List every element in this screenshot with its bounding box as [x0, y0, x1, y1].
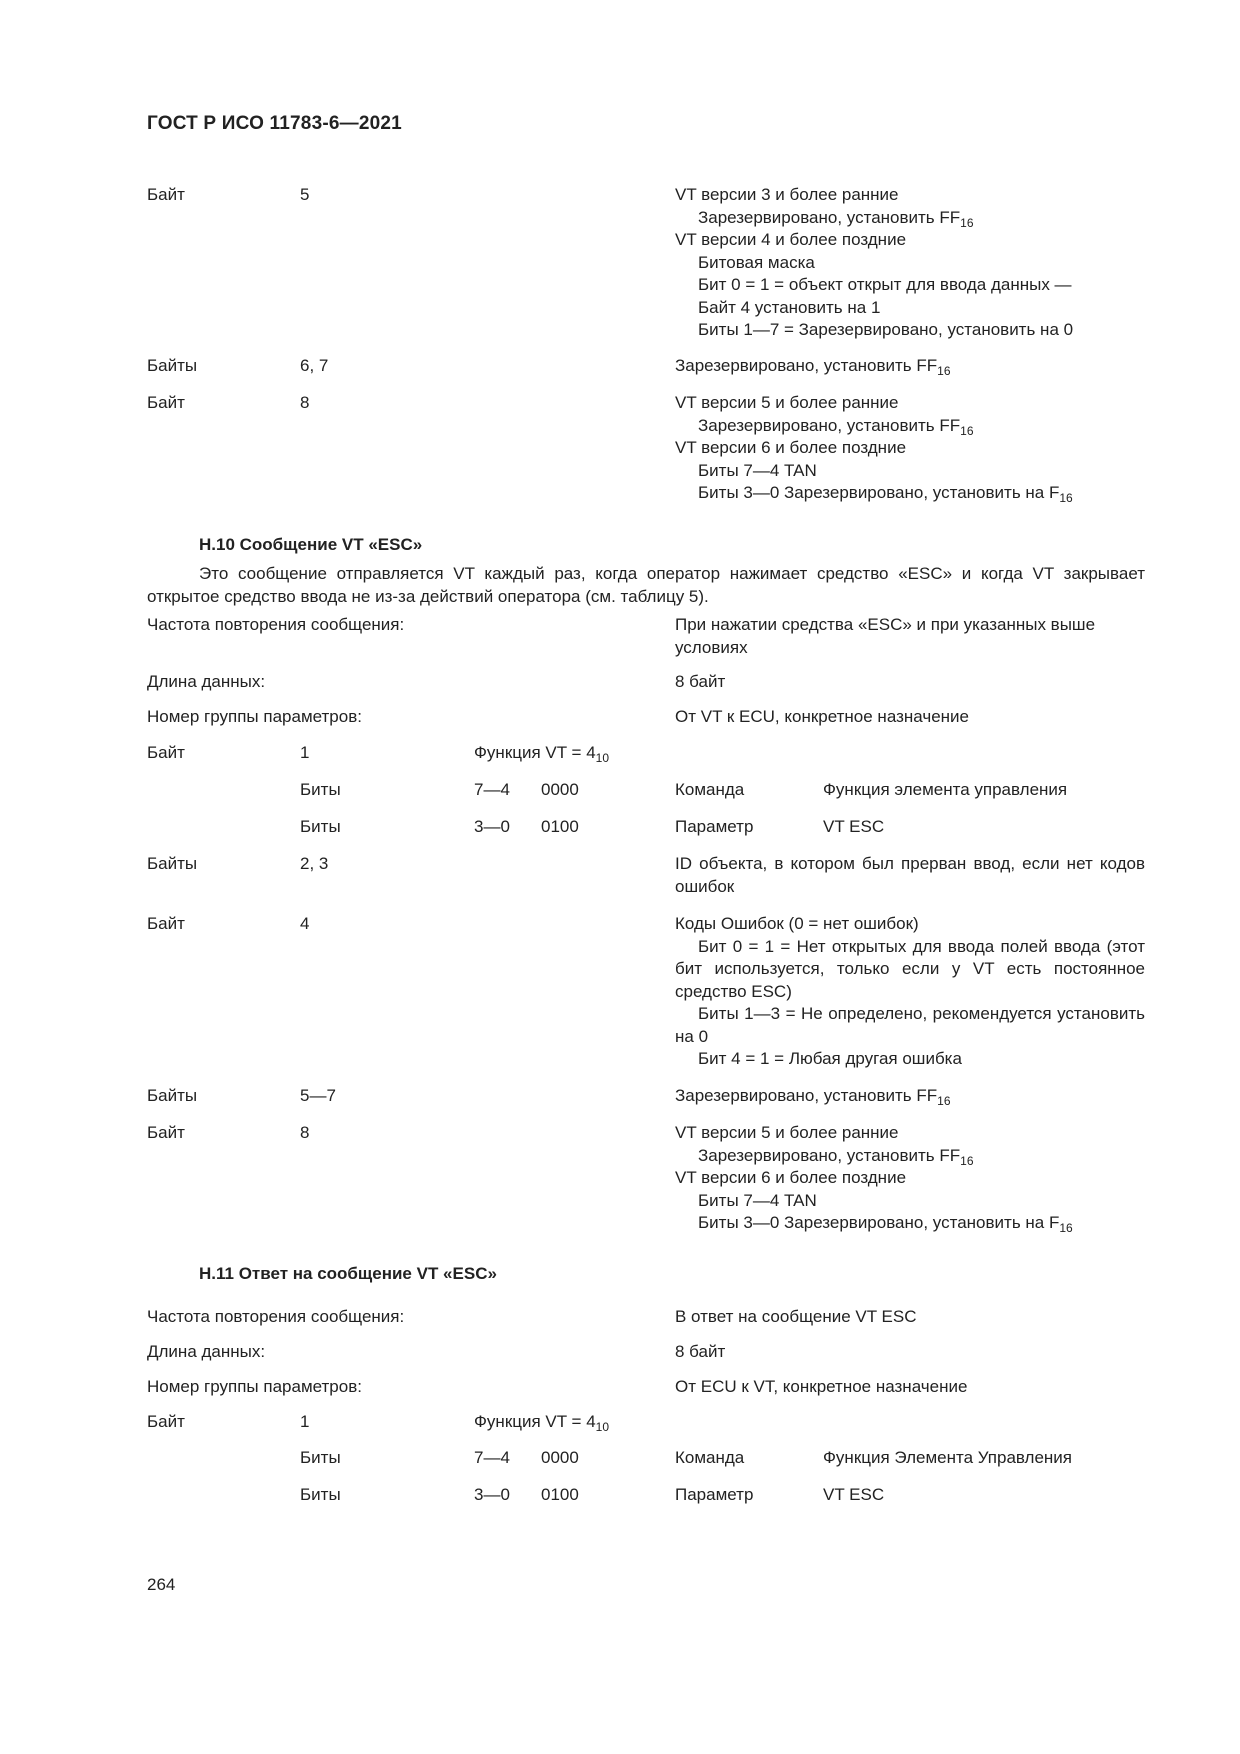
row-description: [675, 392, 1145, 505]
desc-line: Бит 0 = 1 = объект открыт для ввода данных —: [698, 275, 1072, 294]
row-description: [675, 1122, 1145, 1235]
bits-desc: VT ESC: [823, 817, 885, 836]
page-number: 264: [147, 1575, 176, 1594]
desc-line: Байт 4 установить на 1: [698, 297, 881, 317]
desc-line: Биты 7—4 TAN: [698, 1190, 817, 1210]
desc-line: Битовая маска: [698, 252, 815, 272]
row-label: Байт: [147, 185, 185, 204]
row-label: Байт: [147, 914, 185, 933]
field-label: Частота повторения сообщения:: [147, 615, 405, 634]
bits-desc: Функция элемента управления: [823, 780, 1068, 799]
field-label: Номер группы параметров:: [147, 1377, 362, 1396]
bits-name: Параметр: [675, 817, 754, 836]
field-label: Длина данных:: [147, 672, 266, 691]
row-label: Байты: [147, 1086, 198, 1105]
row-number: 8: [300, 1123, 310, 1142]
desc-line: Биты 3—0 Зарезервировано, установить на $F_{16}$: [698, 1213, 1073, 1235]
row-description: Зарезервировано, установить $FF_{16}$: [675, 1086, 951, 1108]
bits-range: 3—0: [474, 1485, 510, 1504]
bits-range: 3—0: [474, 817, 510, 836]
desc-line: VT версии 5 и более ранние: [675, 393, 899, 412]
desc-line: VT версии 6 и более поздние: [675, 438, 907, 457]
desc-line: Зарезервировано, установить $FF_{16}$: [698, 207, 974, 230]
bits-value: 0000: [541, 1448, 579, 1467]
desc-line: Зарезервировано, установить $FF_{16}$: [698, 415, 974, 438]
desc-line: Биты 3—0 Зарезервировано, установить на $F_{16}$: [698, 483, 1073, 505]
field-value: 8 байт: [675, 672, 726, 691]
row-label: Байт: [147, 1123, 185, 1142]
row-number: 5—7: [300, 1086, 336, 1105]
row-number: 6, 7: [300, 356, 329, 375]
bits-value: 0100: [541, 817, 579, 836]
field-value: При нажатии средства «ESC» и при указанных выше условиях: [675, 615, 1096, 657]
row-label: Байт: [147, 393, 185, 412]
row-number: 1: [300, 743, 310, 762]
desc-line: Биты 1—3 = Не определено, рекомендуется установить на 0: [675, 1004, 1145, 1046]
row-label: Байты: [147, 854, 198, 873]
field-label: Номер группы параметров:: [147, 707, 362, 726]
bits-desc: VT ESC: [823, 1485, 885, 1504]
row-number: 1: [300, 1412, 310, 1431]
bits-value: 0000: [541, 780, 579, 799]
desc-line: VT версии 4 и более поздние: [675, 230, 907, 249]
row-number: 5: [300, 185, 310, 204]
field-label: Частота повторения сообщения:: [147, 1307, 405, 1326]
bits-name: Команда: [675, 780, 745, 799]
bits-label: Биты: [300, 817, 341, 836]
desc-line: Бит 4 = 1 = Любая другая ошибка: [698, 1049, 962, 1068]
row-description: [675, 184, 1145, 342]
row-description: [675, 913, 1145, 1071]
desc-line: Биты 1—7 = Зарезервировано, установить на 0: [698, 320, 1074, 339]
field-value: 8 байт: [675, 1342, 726, 1361]
bits-label: Биты: [300, 1485, 341, 1504]
bits-value: 0100: [541, 1485, 579, 1504]
row-label: Байты: [147, 356, 198, 375]
bits-name: Параметр: [675, 1485, 754, 1504]
row-number: 2, 3: [300, 854, 329, 873]
row-number: 4: [300, 914, 310, 933]
section-paragraph: Это сообщение отправляется VT каждый раз, когда оператор нажимает средство «ESC» и когда VT закрывает открытое средство ввода не из-за действий оператора (см. таблицу 5).: [147, 564, 1145, 606]
bits-label: Биты: [300, 780, 341, 799]
section-title-h11: H.11 Ответ на сообщение VT «ESC»: [199, 1264, 497, 1283]
field-label: Длина данных:: [147, 1342, 266, 1361]
bits-label: Биты: [300, 1448, 341, 1467]
row-label: Байт: [147, 1412, 185, 1431]
bits-name: Команда: [675, 1448, 745, 1467]
row-number: 8: [300, 393, 310, 412]
section-title-h10: H.10 Сообщение VT «ESC»: [199, 535, 423, 554]
row-label: Байт: [147, 743, 185, 762]
desc-line: VT версии 5 и более ранние: [675, 1123, 899, 1142]
bits-range: 7—4: [474, 1448, 510, 1467]
function-value: Функция VT = $4_{10}$: [474, 1412, 610, 1434]
desc-line: Бит 0 = 1 = Нет открытых для ввода полей ввода (этот бит используется, только если у VT есть постоянное средство ESC): [675, 936, 1145, 1001]
desc-line: Биты 7—4 TAN: [698, 460, 817, 480]
desc-line: VT версии 6 и более поздние: [675, 1168, 907, 1187]
desc-line: Коды Ошибок (0 = нет ошибок): [675, 914, 919, 933]
document-header: ГОСТ Р ИСО 11783-6—2021: [147, 113, 402, 134]
field-value: В ответ на сообщение VT ESC: [675, 1307, 917, 1326]
row-description: ID объекта, в котором был прерван ввод, если нет кодов ошибок: [675, 854, 1145, 896]
field-value: От VT к ECU, конкретное назначение: [675, 707, 969, 726]
desc-line: VT версии 3 и более ранние: [675, 185, 899, 204]
desc-line: Зарезервировано, установить $FF_{16}$: [698, 1145, 974, 1168]
desc-line: Зарезервировано, установить $FF_{16}$: [675, 356, 951, 378]
function-value: Функция VT = $4_{10}$: [474, 743, 610, 765]
field-value: От ECU к VT, конкретное назначение: [675, 1377, 968, 1396]
bits-desc: Функция Элемента Управления: [823, 1448, 1072, 1467]
row-description: [675, 355, 1145, 378]
bits-range: 7—4: [474, 780, 510, 799]
